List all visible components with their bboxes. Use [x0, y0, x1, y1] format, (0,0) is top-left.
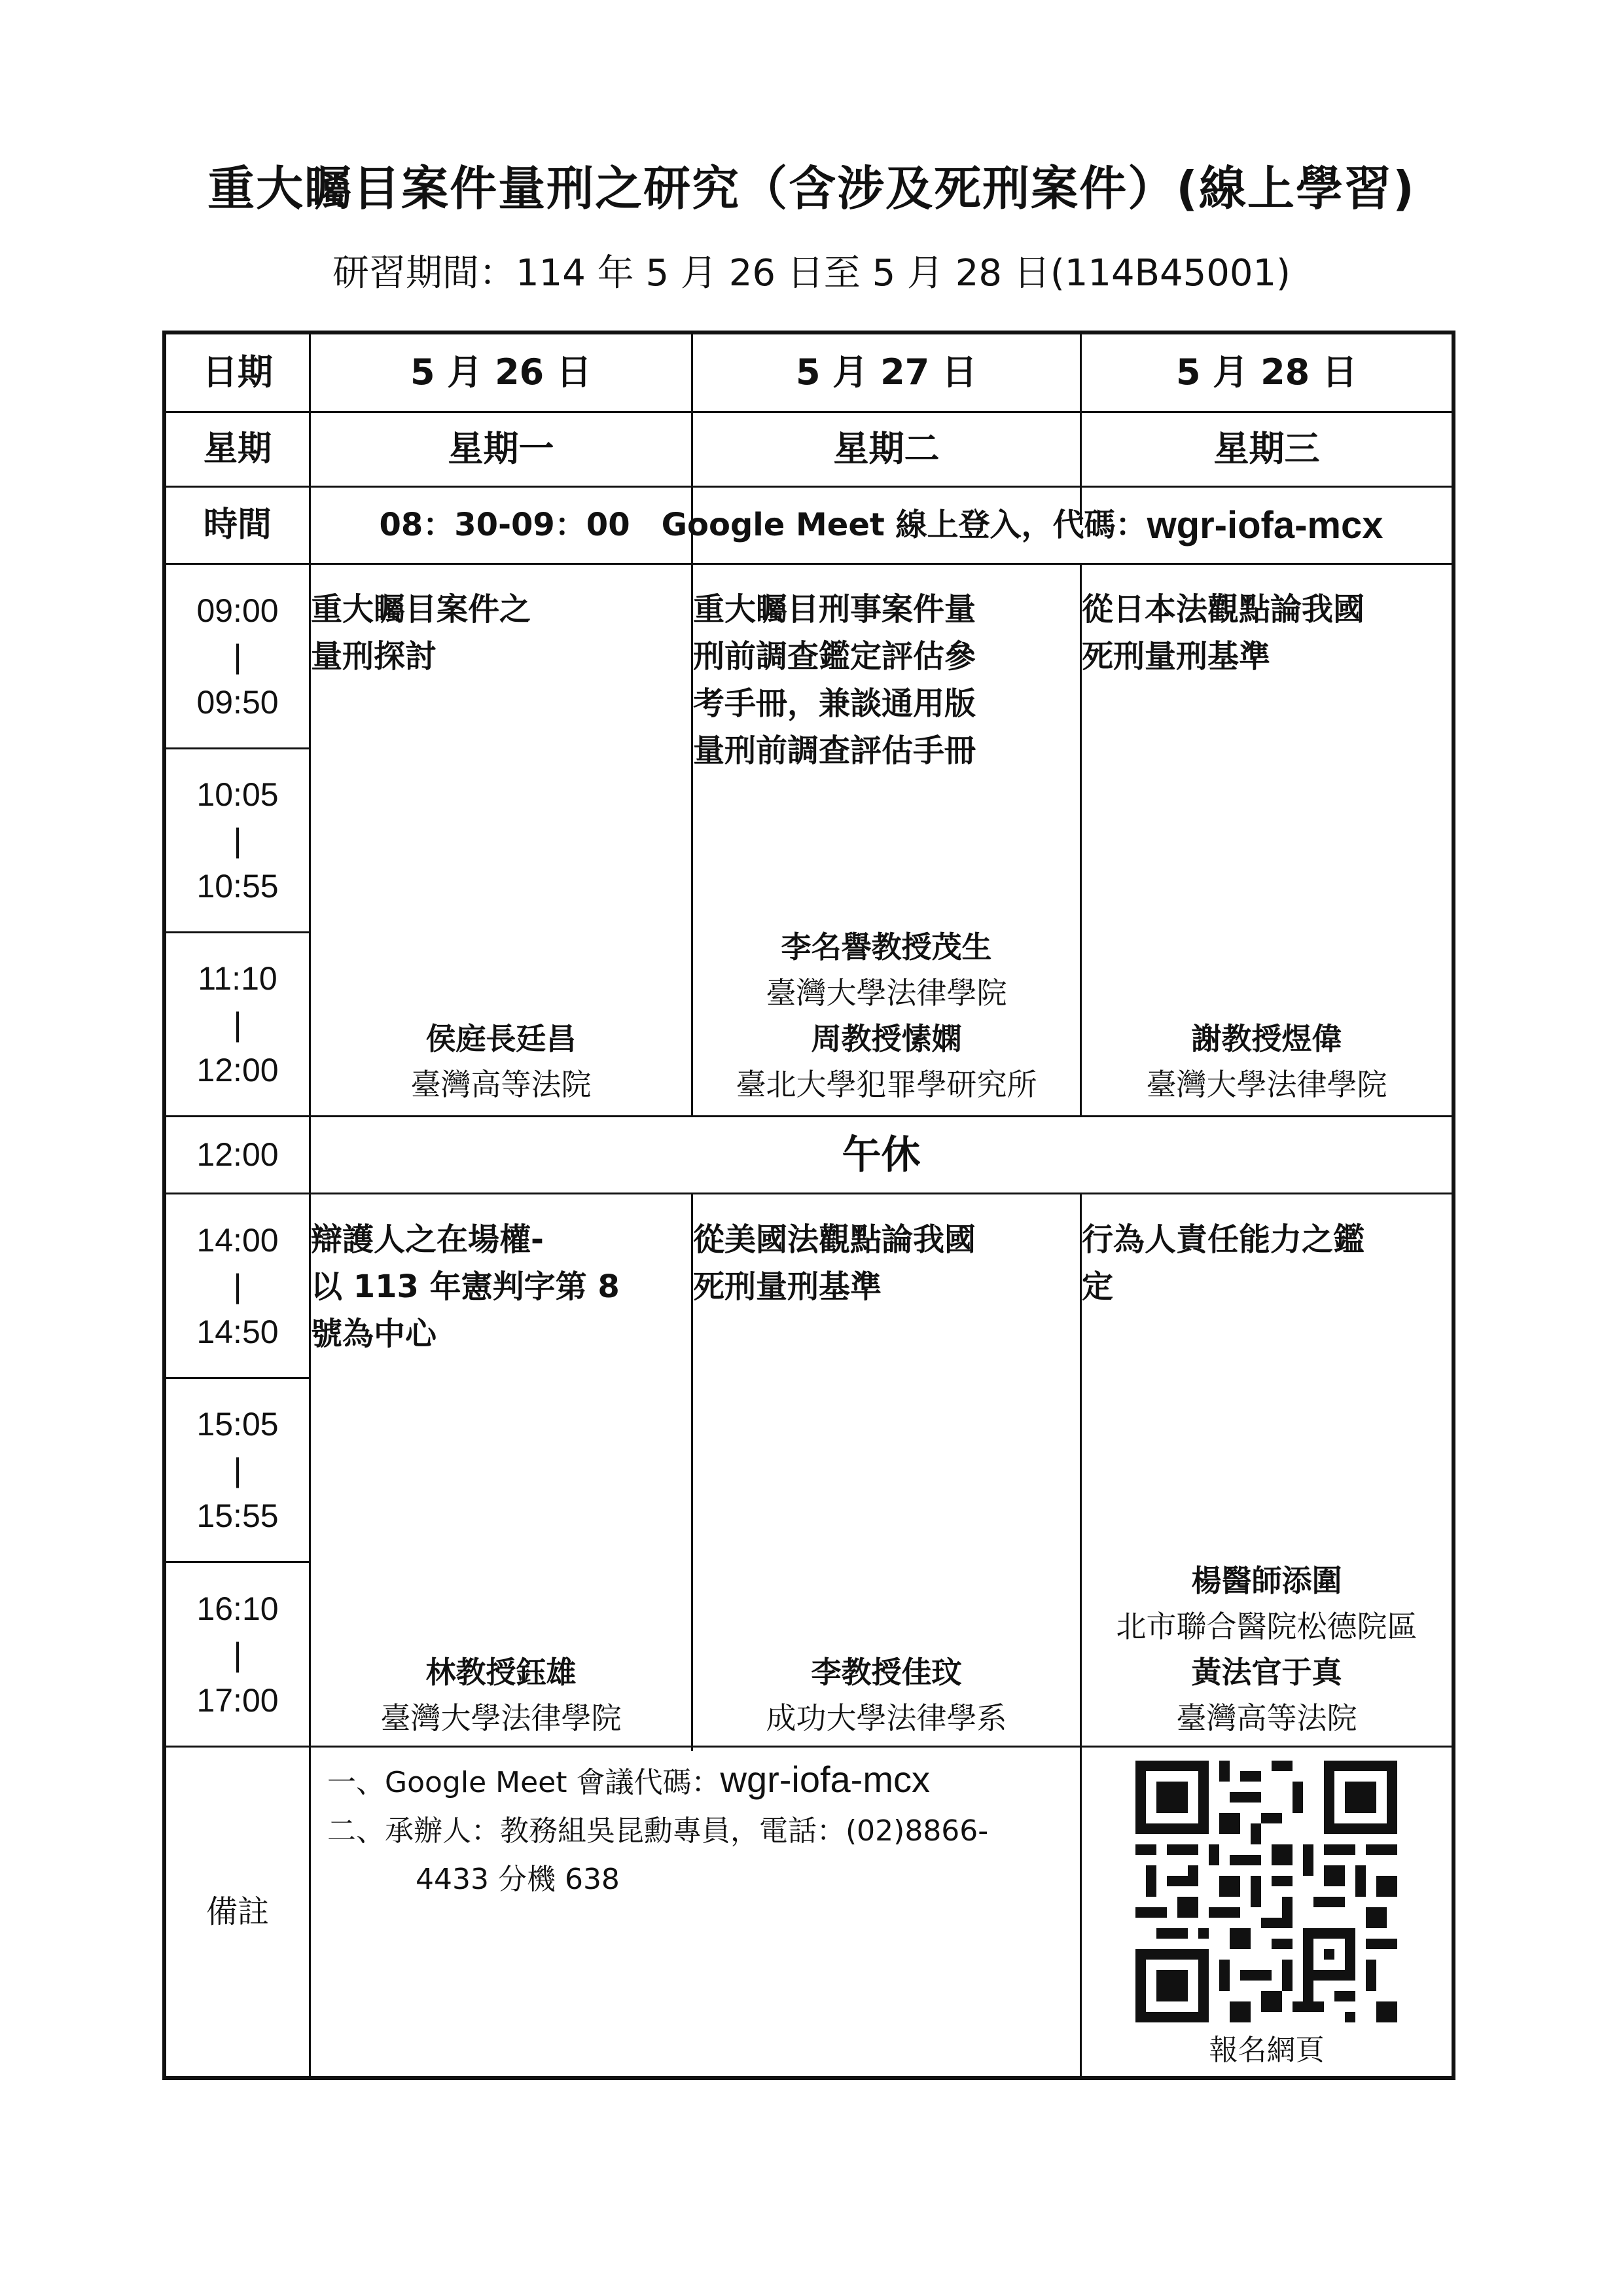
lunch-time: 12:00 [196, 1136, 279, 1173]
hline-3 [162, 563, 1455, 565]
session-day3-pm-topic: 行為人責任能力之鑑 定 [1082, 1221, 1365, 1305]
meet-code: wgr-iofa-mcx [1147, 503, 1383, 547]
session-day1-am-topic: 重大矚目案件之 量刑探討 [311, 591, 531, 675]
session-day2-pm-topic: 從美國法觀點論我國 死刑量刑基準 [693, 1221, 976, 1305]
course-period: 研習期間：114 年 5 月 26 日至 5 月 28 日(114B45001) [332, 252, 1291, 295]
page-title: 重大矚目案件量刑之研究（含涉及死刑案件）(線上學習) [207, 161, 1416, 216]
time-slot-2: 10:05 | 10:55 [196, 776, 279, 905]
time-slot-4: 14:00 | 14:50 [196, 1221, 279, 1350]
session-day1-pm-topic: 辯護人之在場權- 以 113 年憲判字第 8 號為中心 [311, 1221, 620, 1352]
day2-date: 5 月 27 日 [795, 351, 978, 393]
lunch-label: 午休 [842, 1132, 921, 1178]
day3-weekday: 星期三 [1213, 428, 1320, 470]
session-day3-pm-speakers: 楊醫師添圍 北市聯合醫院松德院區 黃法官于真 臺灣高等法院 [1116, 1563, 1418, 1736]
time-label: 時間 [203, 505, 272, 545]
day1-weekday: 星期一 [448, 428, 554, 470]
notes-line-2: 二、承辦人：教務組吳昆勳專員，電話：(02)8866- [327, 1814, 989, 1848]
notes-line-3: 4433 分機 638 [416, 1863, 620, 1896]
session-day2-am-topic: 重大矚目刑事案件量 刑前調查鑑定評估參 考手冊，兼談通用版 量刑前調查評估手冊 [693, 591, 976, 769]
session-day3-am-speaker: 謝教授煜偉 臺灣大學法律學院 [1146, 1021, 1387, 1102]
day3-date: 5 月 28 日 [1175, 351, 1358, 393]
weekday-label: 星期 [203, 429, 272, 469]
date-label: 日期 [202, 351, 273, 393]
notes-content [327, 1755, 1073, 1904]
registration-qr-code[interactable] [1135, 1761, 1397, 2022]
notes-label: 備註 [205, 1893, 269, 1930]
session-day2-am-speakers: 李名譽教授茂生 臺灣大學法律學院 周教授愫嫻 臺北大學犯罪學研究所 [736, 929, 1037, 1102]
day2-weekday: 星期二 [833, 428, 940, 470]
login-text: 08：30-09：00 Google Meet 線上登入，代碼： [379, 507, 1147, 544]
session-day1-pm-speaker: 林教授鈺雄 臺灣大學法律學院 [380, 1655, 622, 1736]
qr-caption: 報名網頁 [1209, 2034, 1325, 2067]
time-slot-5: 15:05 | 15:55 [196, 1406, 279, 1534]
session-day3-am-topic: 從日本法觀點論我國 死刑量刑基準 [1082, 591, 1365, 675]
session-day1-am-speaker: 侯庭長廷昌 臺灣高等法院 [410, 1021, 592, 1102]
notes-line-1: 一、Google Meet 會議代碼：wgr-iofa-mcx [327, 1759, 930, 1800]
day1-date: 5 月 26 日 [410, 351, 592, 393]
session-day2-pm-speaker: 李教授佳玟 成功大學法律學系 [766, 1655, 1007, 1736]
hline-5 [162, 1193, 1455, 1194]
time-slot-3: 11:10 | 12:00 [196, 960, 279, 1088]
time-slot-1: 09:00 | 09:50 [196, 592, 279, 721]
hline-6 [162, 1746, 1455, 1748]
notes-meet-code: wgr-iofa-mcx [720, 1759, 930, 1800]
login-info [311, 488, 1452, 563]
time-slot-6: 16:10 | 17:00 [196, 1590, 279, 1719]
